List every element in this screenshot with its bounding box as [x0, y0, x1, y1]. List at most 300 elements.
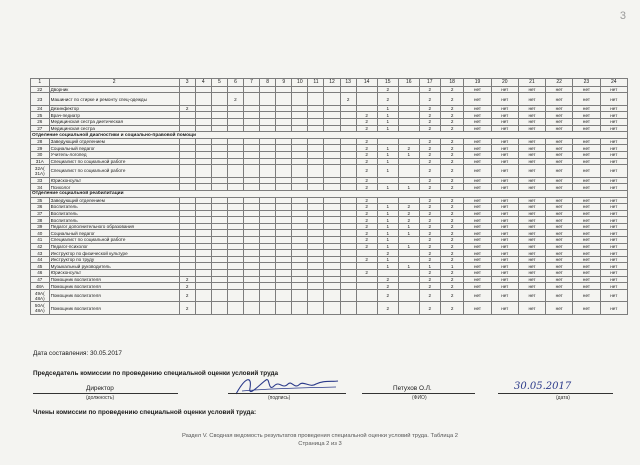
value-cell — [260, 93, 276, 106]
handwritten-date: 30.05.2017 — [514, 381, 572, 392]
value-cell: 2 — [419, 217, 440, 224]
position-caption: (должность) — [86, 395, 115, 401]
value-cell: 2 — [440, 230, 464, 237]
value-cell: нет — [600, 93, 627, 106]
footer-page-number: Страница 2 из 3 — [298, 441, 342, 447]
value-cell — [211, 165, 227, 178]
value-cell: нет — [546, 86, 573, 93]
value-cell: нет — [573, 93, 600, 106]
value-cell — [398, 283, 419, 290]
value-cell — [211, 119, 227, 126]
value-cell — [324, 243, 340, 250]
value-cell — [398, 177, 419, 184]
value-cell — [195, 223, 211, 230]
value-cell: 1 — [398, 223, 419, 230]
value-cell: нет — [573, 289, 600, 302]
value-cell — [260, 112, 276, 119]
job-title-cell: Врач-педиатр — [49, 112, 179, 119]
value-cell: нет — [464, 250, 491, 257]
date-compiled: Дата составления: 30.05.2017 — [33, 350, 122, 357]
value-cell — [292, 217, 308, 224]
value-cell: нет — [464, 223, 491, 230]
value-cell: нет — [491, 152, 518, 159]
header-cell: 14 — [356, 79, 377, 87]
value-cell: нет — [546, 217, 573, 224]
header-cell: 22 — [546, 79, 573, 87]
value-cell: нет — [464, 86, 491, 93]
value-cell: 1 — [398, 230, 419, 237]
value-cell — [292, 152, 308, 159]
value-cell — [308, 197, 324, 204]
value-cell — [340, 145, 356, 152]
value-cell: 2 — [419, 276, 440, 283]
value-cell — [398, 112, 419, 119]
value-cell: 2 — [398, 217, 419, 224]
table-row — [31, 152, 628, 159]
value-cell: нет — [491, 210, 518, 217]
value-cell — [276, 204, 292, 211]
value-cell: нет — [600, 217, 627, 224]
value-cell: нет — [491, 230, 518, 237]
value-cell: нет — [518, 270, 545, 277]
value-cell: нет — [600, 152, 627, 159]
value-cell: 2 — [377, 283, 398, 290]
row-number-cell: 31А — [31, 158, 50, 165]
value-cell — [324, 250, 340, 257]
value-cell — [179, 270, 195, 277]
value-cell — [308, 302, 324, 315]
value-cell — [292, 263, 308, 270]
value-cell: нет — [600, 165, 627, 178]
value-cell: нет — [491, 270, 518, 277]
value-cell — [340, 289, 356, 302]
footer-section-title: Раздел V. Сводная ведомость результатов проведения специальной оценки условий труда. Таблица 2 — [181, 433, 459, 439]
value-cell: 1 — [377, 223, 398, 230]
table-header-row — [31, 79, 628, 87]
value-cell: 2 — [440, 165, 464, 178]
value-cell: 2 — [419, 210, 440, 217]
value-cell: 2 — [440, 152, 464, 159]
value-cell — [276, 289, 292, 302]
value-cell: 2 — [440, 112, 464, 119]
value-cell — [227, 256, 243, 263]
value-cell: 1 — [377, 119, 398, 126]
header-cell: 21 — [518, 79, 545, 87]
value-cell: 2 — [419, 86, 440, 93]
value-cell — [308, 223, 324, 230]
fio-line — [362, 393, 475, 394]
value-cell: 1 — [377, 184, 398, 191]
job-title-cell: Психолог — [49, 184, 179, 191]
value-cell — [292, 223, 308, 230]
value-cell: 2 — [419, 138, 440, 145]
job-title-cell: Инструктор по труду — [49, 256, 179, 263]
value-cell — [227, 237, 243, 244]
value-cell — [398, 237, 419, 244]
value-cell — [308, 217, 324, 224]
value-cell — [244, 223, 260, 230]
value-cell — [211, 138, 227, 145]
value-cell — [227, 105, 243, 112]
table-row — [31, 112, 628, 119]
value-cell: нет — [546, 223, 573, 230]
table-row — [31, 217, 628, 224]
value-cell: нет — [546, 204, 573, 211]
value-cell — [308, 237, 324, 244]
value-cell — [308, 243, 324, 250]
value-cell — [244, 177, 260, 184]
value-cell: нет — [573, 230, 600, 237]
value-cell — [398, 105, 419, 112]
table-row — [31, 256, 628, 263]
value-cell — [340, 283, 356, 290]
value-cell: нет — [464, 270, 491, 277]
row-number-cell: 41 — [31, 237, 50, 244]
value-cell — [260, 204, 276, 211]
value-cell — [308, 125, 324, 132]
value-cell — [244, 256, 260, 263]
job-title-cell: Дворник — [49, 86, 179, 93]
row-number-cell: 49А( 48А) — [31, 289, 50, 302]
members-heading: Члены комиссии по проведению специальной оценки условий труда: — [33, 409, 257, 416]
value-cell — [308, 93, 324, 106]
value-cell — [340, 105, 356, 112]
signer-position: Директор — [86, 385, 114, 392]
header-cell: 19 — [464, 79, 491, 87]
value-cell: нет — [464, 158, 491, 165]
table-row — [31, 197, 628, 204]
row-number-cell: 39 — [31, 223, 50, 230]
value-cell — [398, 119, 419, 126]
value-cell: 2 — [356, 204, 377, 211]
row-number-cell: 43 — [31, 250, 50, 257]
value-cell — [292, 86, 308, 93]
value-cell: нет — [600, 86, 627, 93]
value-cell — [195, 119, 211, 126]
value-cell — [195, 197, 211, 204]
value-cell: 1 — [377, 112, 398, 119]
value-cell: 2 — [440, 270, 464, 277]
value-cell — [227, 243, 243, 250]
value-cell — [340, 256, 356, 263]
row-number-cell: 29 — [31, 145, 50, 152]
value-cell: нет — [546, 93, 573, 106]
value-cell: нет — [573, 86, 600, 93]
table-row — [31, 289, 628, 302]
value-cell — [324, 158, 340, 165]
value-cell: нет — [600, 263, 627, 270]
value-cell: 2 — [440, 105, 464, 112]
value-cell: нет — [464, 217, 491, 224]
value-cell — [260, 138, 276, 145]
value-cell: нет — [600, 283, 627, 290]
value-cell — [244, 125, 260, 132]
value-cell: 2 — [419, 145, 440, 152]
value-cell — [276, 283, 292, 290]
table-row — [31, 105, 628, 112]
row-number-cell: 50А( 48А) — [31, 302, 50, 315]
row-number-cell: 44 — [31, 256, 50, 263]
value-cell: нет — [491, 302, 518, 315]
value-cell — [308, 270, 324, 277]
value-cell: нет — [491, 184, 518, 191]
value-cell — [398, 158, 419, 165]
value-cell: нет — [600, 119, 627, 126]
value-cell — [398, 86, 419, 93]
header-cell: 10 — [292, 79, 308, 87]
value-cell: нет — [573, 270, 600, 277]
value-cell — [308, 210, 324, 217]
value-cell — [179, 217, 195, 224]
value-cell: 2 — [419, 237, 440, 244]
value-cell: нет — [546, 256, 573, 263]
value-cell — [211, 105, 227, 112]
table-row — [31, 263, 628, 270]
value-cell — [211, 184, 227, 191]
value-cell: нет — [491, 158, 518, 165]
value-cell — [276, 158, 292, 165]
value-cell: нет — [464, 283, 491, 290]
value-cell: нет — [573, 283, 600, 290]
value-cell — [260, 223, 276, 230]
header-cell: 23 — [573, 79, 600, 87]
value-cell — [356, 276, 377, 283]
value-cell: нет — [464, 112, 491, 119]
value-cell — [377, 197, 398, 204]
value-cell: нет — [491, 289, 518, 302]
row-number-cell: 37 — [31, 210, 50, 217]
value-cell — [398, 276, 419, 283]
value-cell — [195, 256, 211, 263]
value-cell — [195, 112, 211, 119]
value-cell — [308, 276, 324, 283]
value-cell: 2 — [356, 112, 377, 119]
value-cell: 2 — [340, 93, 356, 106]
value-cell: нет — [546, 112, 573, 119]
value-cell: 2 — [377, 86, 398, 93]
value-cell — [244, 165, 260, 178]
value-cell: 2 — [419, 93, 440, 106]
value-cell — [195, 250, 211, 257]
value-cell — [244, 158, 260, 165]
value-cell: нет — [573, 217, 600, 224]
value-cell: нет — [546, 289, 573, 302]
value-cell: 1 — [377, 145, 398, 152]
value-cell — [308, 256, 324, 263]
value-cell — [260, 256, 276, 263]
value-cell — [324, 138, 340, 145]
value-cell — [227, 184, 243, 191]
value-cell: нет — [600, 125, 627, 132]
value-cell — [227, 217, 243, 224]
value-cell — [179, 197, 195, 204]
value-cell — [211, 223, 227, 230]
value-cell — [292, 119, 308, 126]
job-title-cell: Инструктор по физической культуре — [49, 250, 179, 257]
value-cell: 2 — [419, 177, 440, 184]
value-cell — [179, 243, 195, 250]
results-table-container — [30, 78, 628, 315]
chairman-heading: Председатель комиссии по проведению специальной оценки условий труда — [33, 370, 279, 377]
value-cell — [211, 177, 227, 184]
value-cell: нет — [546, 184, 573, 191]
value-cell: 2 — [377, 250, 398, 257]
value-cell — [260, 217, 276, 224]
value-cell — [211, 302, 227, 315]
value-cell: нет — [573, 184, 600, 191]
value-cell: нет — [518, 276, 545, 283]
value-cell: нет — [491, 276, 518, 283]
value-cell — [292, 302, 308, 315]
value-cell — [398, 125, 419, 132]
value-cell — [211, 197, 227, 204]
value-cell: 2 — [440, 243, 464, 250]
value-cell — [211, 217, 227, 224]
value-cell: нет — [600, 138, 627, 145]
signature-caption: (подпись) — [268, 395, 291, 401]
header-cell: 8 — [260, 79, 276, 87]
value-cell — [292, 125, 308, 132]
value-cell: 2 — [419, 270, 440, 277]
value-cell — [211, 243, 227, 250]
value-cell: нет — [573, 177, 600, 184]
value-cell — [195, 263, 211, 270]
header-cell: 18 — [440, 79, 464, 87]
value-cell — [211, 145, 227, 152]
value-cell — [276, 177, 292, 184]
value-cell: нет — [573, 125, 600, 132]
value-cell: 1 — [377, 105, 398, 112]
value-cell — [324, 210, 340, 217]
value-cell — [211, 276, 227, 283]
value-cell — [179, 112, 195, 119]
value-cell: нет — [464, 138, 491, 145]
value-cell — [276, 237, 292, 244]
value-cell — [260, 125, 276, 132]
value-cell — [308, 138, 324, 145]
value-cell — [179, 223, 195, 230]
value-cell — [356, 263, 377, 270]
value-cell: нет — [573, 204, 600, 211]
value-cell: нет — [464, 119, 491, 126]
value-cell: 2 — [398, 204, 419, 211]
value-cell: 2 — [356, 237, 377, 244]
value-cell: 2 — [398, 145, 419, 152]
value-cell: нет — [464, 210, 491, 217]
value-cell — [211, 112, 227, 119]
value-cell — [276, 250, 292, 257]
value-cell — [179, 210, 195, 217]
value-cell: 1 — [398, 152, 419, 159]
value-cell — [260, 152, 276, 159]
value-cell — [244, 217, 260, 224]
table-row — [31, 204, 628, 211]
value-cell: нет — [546, 138, 573, 145]
value-cell: нет — [573, 105, 600, 112]
value-cell: 2 — [419, 256, 440, 263]
job-title-cell: Заведующий отделением — [49, 138, 179, 145]
value-cell: нет — [518, 152, 545, 159]
value-cell — [276, 105, 292, 112]
value-cell — [244, 230, 260, 237]
header-cell: 6 — [227, 79, 243, 87]
header-cell: 5 — [211, 79, 227, 87]
value-cell — [324, 283, 340, 290]
value-cell — [324, 125, 340, 132]
value-cell — [211, 204, 227, 211]
value-cell: нет — [518, 197, 545, 204]
value-cell — [398, 302, 419, 315]
value-cell: 1 — [377, 217, 398, 224]
value-cell — [324, 165, 340, 178]
value-cell — [260, 250, 276, 257]
value-cell: 1 — [377, 125, 398, 132]
value-cell: нет — [573, 210, 600, 217]
value-cell — [260, 289, 276, 302]
value-cell: 2 — [440, 119, 464, 126]
table-row — [31, 276, 628, 283]
value-cell: нет — [546, 237, 573, 244]
value-cell: 2 — [179, 302, 195, 315]
value-cell — [308, 119, 324, 126]
value-cell — [324, 276, 340, 283]
section-header-row — [31, 132, 628, 139]
value-cell — [244, 93, 260, 106]
value-cell: 2 — [440, 86, 464, 93]
value-cell: 2 — [356, 184, 377, 191]
value-cell — [195, 283, 211, 290]
value-cell: 2 — [356, 138, 377, 145]
value-cell: 2 — [356, 217, 377, 224]
signature-line — [228, 393, 346, 394]
value-cell: нет — [518, 283, 545, 290]
value-cell — [308, 145, 324, 152]
value-cell — [292, 138, 308, 145]
value-cell: нет — [518, 237, 545, 244]
value-cell — [244, 197, 260, 204]
position-line — [33, 393, 178, 394]
value-cell: 2 — [440, 276, 464, 283]
value-cell — [276, 125, 292, 132]
value-cell — [340, 250, 356, 257]
job-title-cell: Специалист по социальной работе — [49, 158, 179, 165]
value-cell: 2 — [179, 283, 195, 290]
value-cell — [260, 243, 276, 250]
value-cell — [179, 152, 195, 159]
value-cell — [244, 204, 260, 211]
value-cell: 2 — [377, 289, 398, 302]
header-cell: 20 — [491, 79, 518, 87]
value-cell — [308, 158, 324, 165]
value-cell — [276, 197, 292, 204]
value-cell: нет — [546, 230, 573, 237]
value-cell: нет — [518, 177, 545, 184]
value-cell — [292, 230, 308, 237]
value-cell: нет — [491, 263, 518, 270]
value-cell — [340, 197, 356, 204]
value-cell: нет — [518, 138, 545, 145]
value-cell: 2 — [419, 152, 440, 159]
value-cell — [324, 302, 340, 315]
row-number-cell: 46 — [31, 270, 50, 277]
value-cell — [292, 177, 308, 184]
value-cell: нет — [518, 289, 545, 302]
value-cell — [292, 184, 308, 191]
value-cell — [356, 93, 377, 106]
value-cell: нет — [546, 145, 573, 152]
value-cell — [179, 145, 195, 152]
value-cell — [340, 223, 356, 230]
